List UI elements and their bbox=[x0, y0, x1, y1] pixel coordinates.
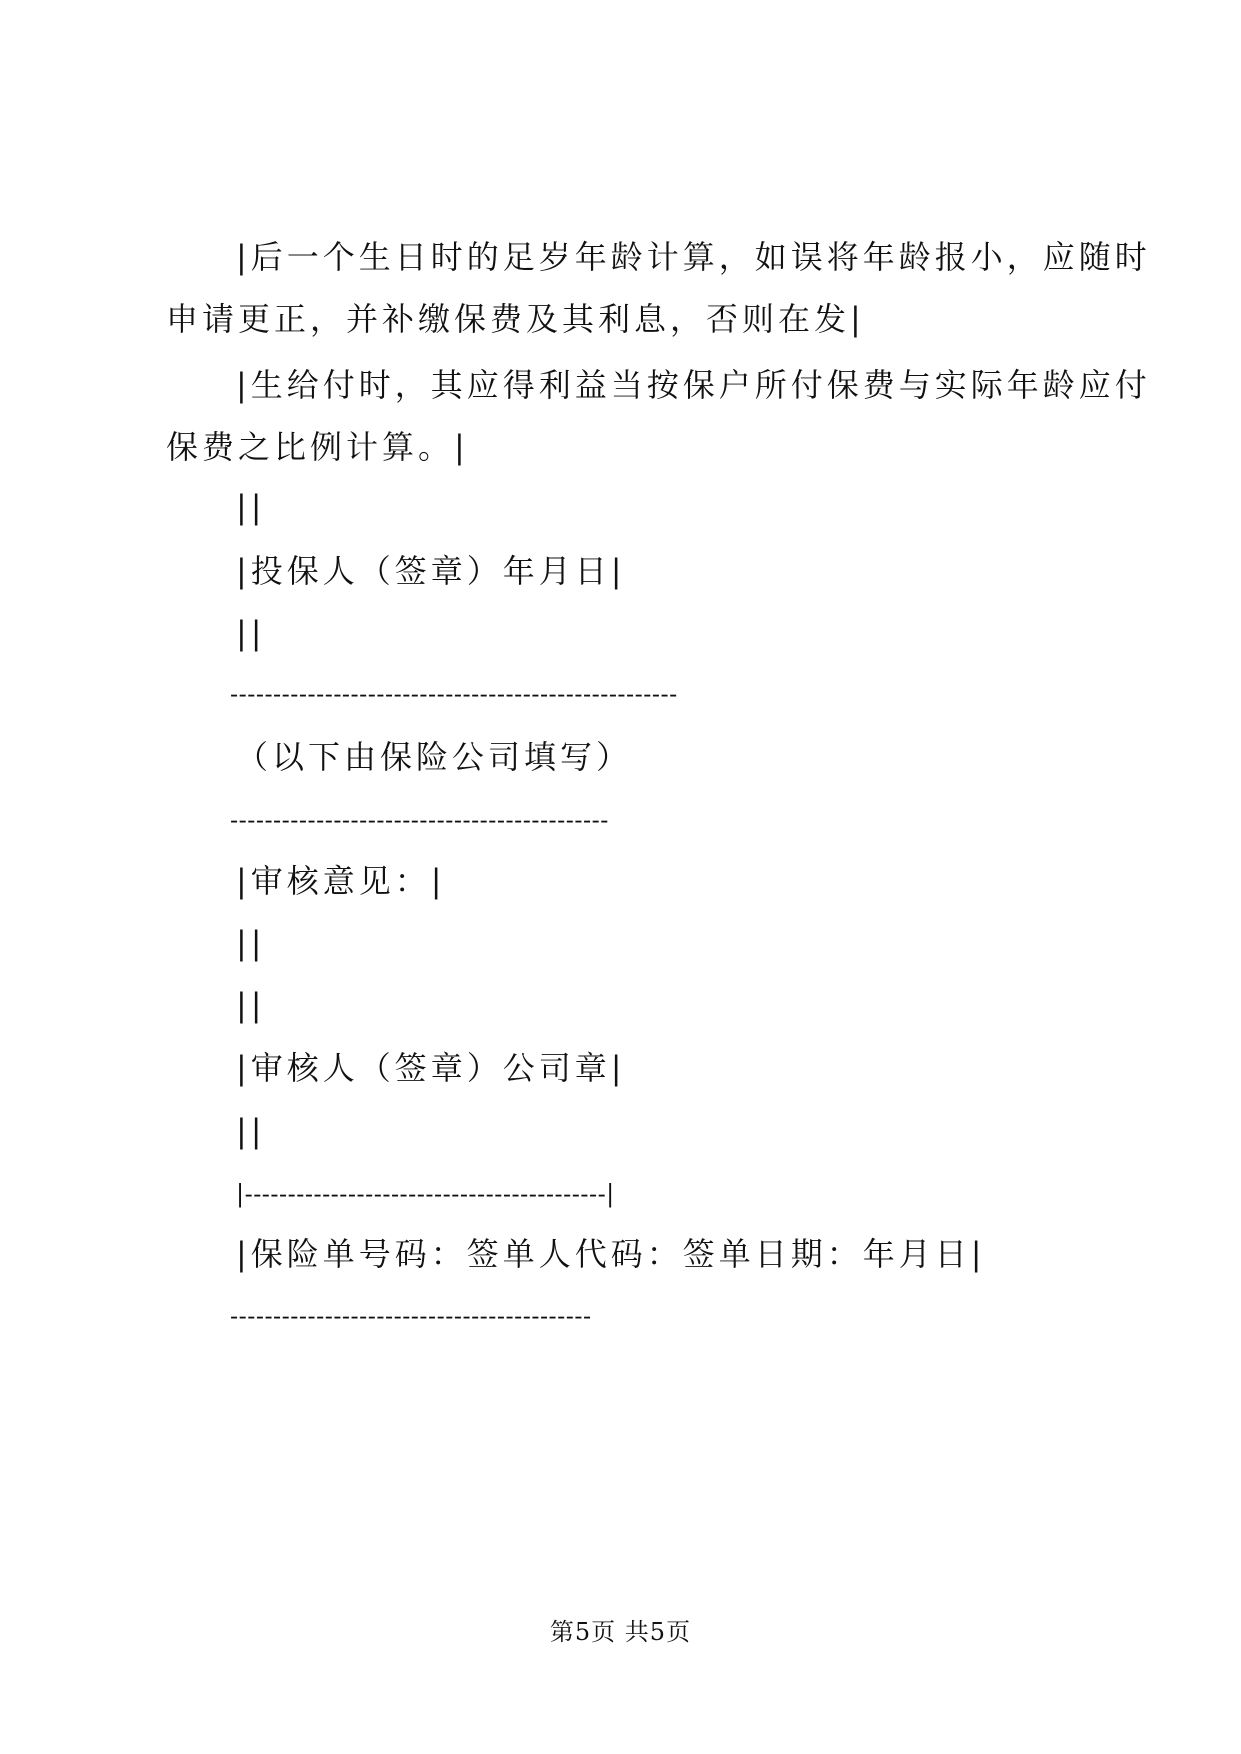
text-line: |生给付时，其应得利益当按保户所付保费与实际年龄应付 bbox=[236, 366, 1151, 404]
reviewer-signature-line: |审核人（签章）公司章| bbox=[236, 1049, 626, 1087]
blank-line: || bbox=[236, 614, 266, 652]
separator-line: -------------------------------------------- bbox=[230, 806, 609, 834]
policy-info-line: |保险单号码：签单人代码：签单日期：年月日| bbox=[236, 1235, 986, 1273]
review-opinion-line: |审核意见：| bbox=[236, 862, 446, 900]
text-line: |后一个生日时的足岁年龄计算，如误将年龄报小，应随时 bbox=[236, 238, 1151, 276]
text-line: 申请更正，并补缴保费及其利息，否则在发| bbox=[166, 300, 865, 338]
section-heading: （以下由保险公司填写） bbox=[236, 738, 633, 776]
blank-line: || bbox=[236, 488, 266, 526]
blank-line: || bbox=[236, 986, 266, 1024]
blank-line: || bbox=[236, 1112, 266, 1150]
page-number: 第5页 共5页 bbox=[549, 1618, 692, 1646]
blank-line: || bbox=[236, 924, 266, 962]
separator-line: ---------------------------------------------------- bbox=[230, 680, 678, 708]
text-line: 保费之比例计算。| bbox=[166, 428, 469, 466]
signature-line: |投保人（签章）年月日| bbox=[236, 552, 626, 590]
separator-line: |------------------------------------------| bbox=[236, 1180, 615, 1208]
separator-line: ------------------------------------------ bbox=[230, 1302, 592, 1330]
